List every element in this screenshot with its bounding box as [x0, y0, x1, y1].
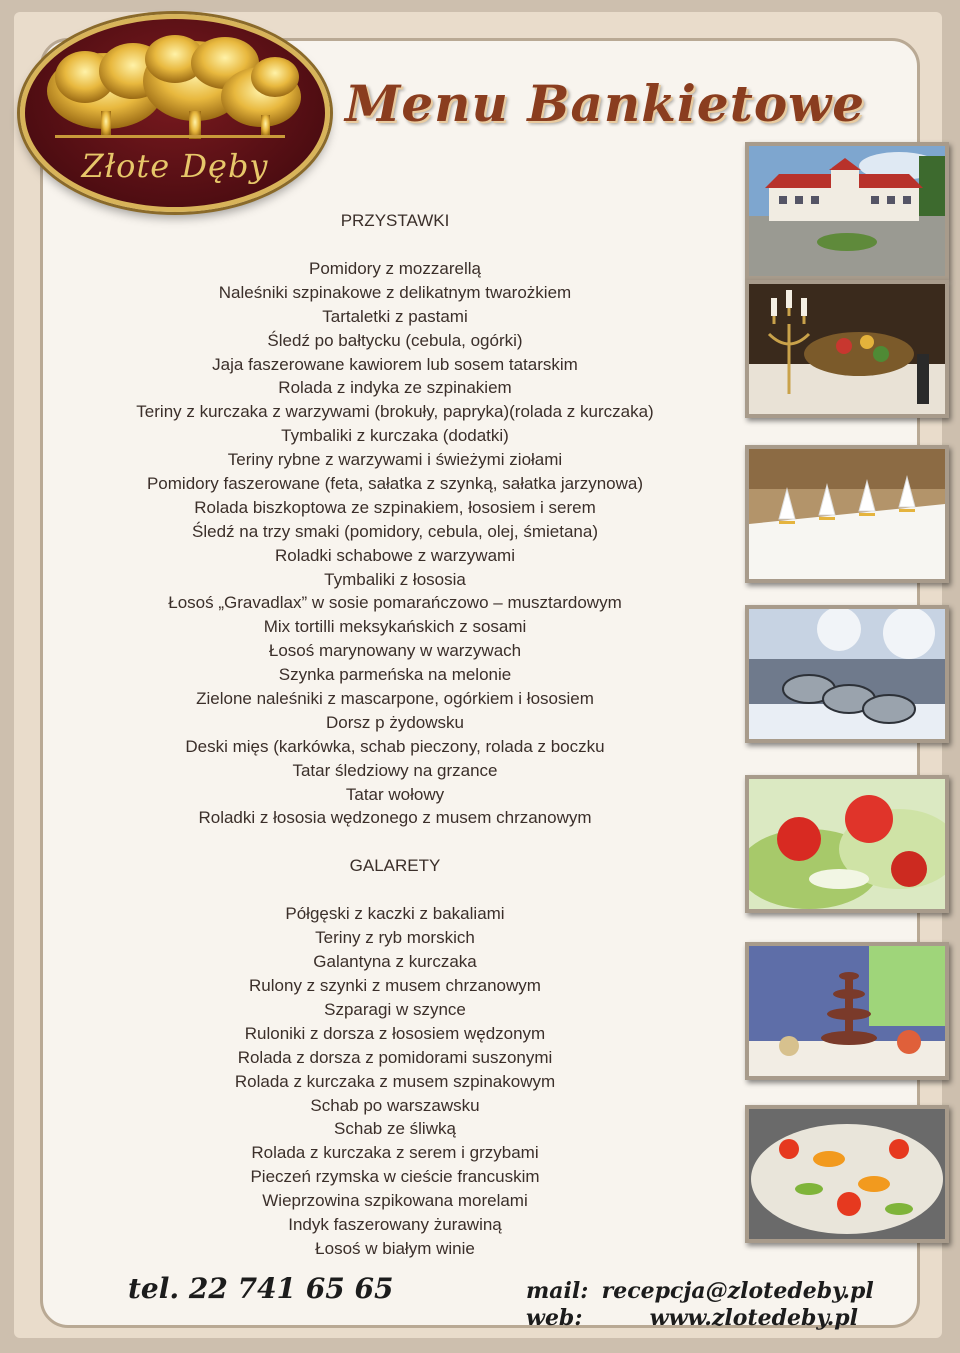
menu-item: Rolada z kurczaka z serem i grzybami	[251, 1143, 539, 1163]
email-link[interactable]: recepcja@zlotedeby.pl	[601, 1278, 874, 1304]
banquet-table-photo	[745, 445, 949, 583]
menu-item: Jaja faszerowane kawiorem lub sosem tatarskim	[212, 354, 578, 374]
menu-item: Tatar wołowy	[345, 784, 445, 804]
menu-item: Rolada z dorsza z pomidorami suszonymi	[237, 1047, 553, 1067]
menu-item: Pomidory z mozzarellą	[309, 259, 481, 278]
menu-item: Rolada z kurczaka z musem szpinakowym	[234, 1071, 556, 1091]
menu-item: Łosoś w białym winie	[315, 1238, 475, 1258]
menu-item: Dorsz p żydowsku	[326, 712, 464, 732]
menu-item: Łosoś marynowany w warzywach	[268, 641, 522, 661]
menu-item: Szparagi w szynce	[324, 999, 466, 1019]
menu-item: Wieprzowina szpikowana morelami	[262, 1191, 528, 1211]
brand-name: Złote Dęby	[81, 147, 269, 185]
salad-tomatoes-photo	[745, 775, 949, 913]
menu-item: Tymbaliki z kurczaka (dodatki)	[281, 426, 509, 446]
menu-item: Schab ze śliwką	[334, 1119, 456, 1139]
menu-item: Łosoś „Gravadlax” w sosie pomarańczowo – musztardowym	[168, 593, 622, 613]
candelabra-buffet-photo	[745, 280, 949, 418]
menu-item: Rolada biszkoptowa ze szpinakiem, łososiem i serem	[194, 497, 596, 517]
menu-item: Tatar śledziowy na grzance	[292, 760, 498, 780]
page-title: Menu Bankietowe	[345, 74, 866, 133]
heading-spacer	[60, 233, 730, 257]
menu-item: Teriny z ryb morskich	[315, 928, 475, 948]
menu-item: Deski mięs (karkówka, schab pieczony, rolada z boczku	[185, 736, 605, 756]
menu-item: Roladki z łososia wędzonego z musem chrzanowym	[198, 808, 592, 828]
menu-item: Schab po warszawsku	[310, 1095, 480, 1115]
section-heading: PRZYSTAWKI	[340, 211, 450, 230]
menu-item: Rolada z indyka ze szpinakiem	[278, 378, 512, 398]
menu-item: Teriny z kurczaka z warzywami (brokuły, papryka)(rolada z kurczaka)	[136, 402, 654, 422]
section-spacer	[60, 830, 730, 854]
menu-list	[60, 209, 730, 1261]
menu-item: Pieczeń rzymska w cieście francuskim	[250, 1167, 540, 1187]
menu-item: Szynka parmeńska na melonie	[278, 665, 512, 685]
menu-item: Galantyna z kurczaka	[313, 952, 477, 972]
phone-number: tel. 22 741 65 65	[128, 1272, 394, 1305]
menu-item: Śledź na trzy smaki (pomidory, cebula, olej, śmietana)	[192, 521, 598, 541]
menu-item: Roladki schabowe z warzywami	[275, 545, 515, 565]
mail-label: mail:	[526, 1278, 589, 1304]
menu-item: Indyk faszerowany żurawiną	[288, 1214, 502, 1234]
section-heading: GALARETY	[349, 856, 441, 876]
menu-item: Rulony z szynki z musem chrzanowym	[249, 976, 541, 996]
menu-item: Pomidory faszerowane (feta, sałatka z szynką, sałatka jarzynowa)	[146, 474, 644, 494]
fruit-platter-photo	[745, 1105, 949, 1243]
menu-item: Tymbaliki z łososia	[324, 569, 466, 589]
heading-spacer	[60, 878, 730, 902]
menu-item: Ruloniki z dorsza z łososiem wędzonym	[244, 1023, 546, 1043]
hotel-exterior-photo	[745, 142, 949, 280]
menu-item: Teriny rybne z warzywami i świeżymi ziołami	[227, 450, 563, 470]
menu-item: Zielone naleśniki z mascarpone, ogórkiem i łososiem	[196, 689, 594, 709]
chafing-dishes-photo	[745, 605, 949, 743]
brand-logo	[20, 14, 330, 212]
website-link[interactable]: www.zlotedeby.pl	[649, 1305, 859, 1331]
menu-item: Tartaletki z pastami	[322, 306, 468, 326]
menu-item: Naleśniki szpinakowe z delikatnym twarożkiem	[218, 282, 572, 302]
web-label: web:	[526, 1305, 583, 1331]
menu-item: Śledź po bałtycku (cebula, ogórki)	[267, 330, 523, 350]
menu-item: Półgęski z kaczki z bakaliami	[285, 904, 505, 924]
contact-block	[526, 1278, 874, 1332]
menu-item: Mix tortilli meksykańskich z sosami	[263, 617, 527, 637]
chocolate-fountain-photo	[745, 942, 949, 1080]
